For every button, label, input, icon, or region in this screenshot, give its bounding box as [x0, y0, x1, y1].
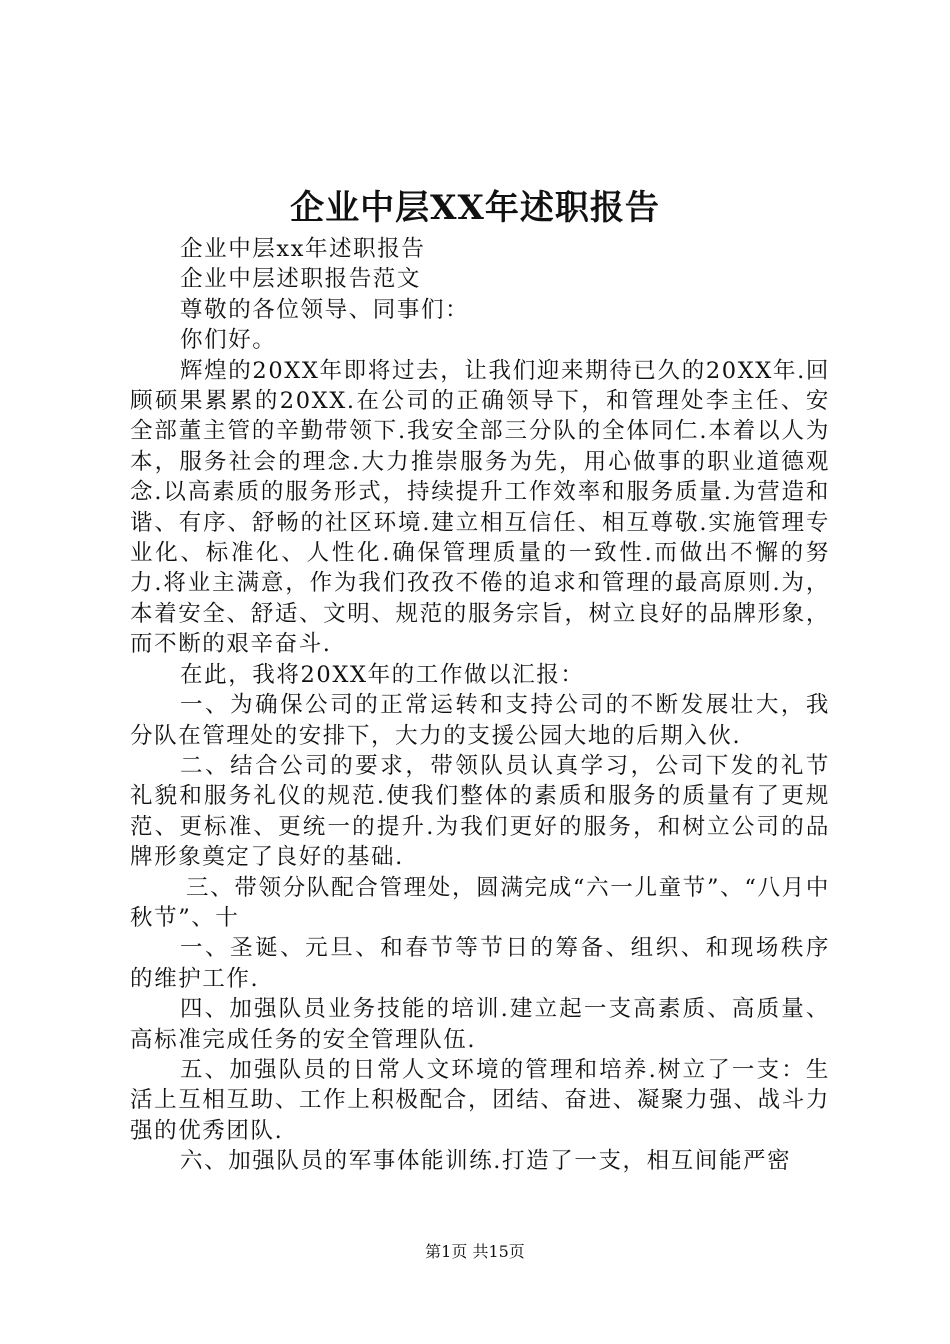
paragraph-item-3: 三、带领分队配合管理处，圆满完成“六一儿童节”、“八月中秋节”、十: [130, 874, 830, 931]
paragraph-item-5: 五、加强队员的日常人文环境的管理和培养.树立了一支：生活上互相互助、工作上积极配合，团结、奋进、凝聚力强、战斗力强的优秀团队.: [130, 1056, 830, 1144]
paragraph-salutation: 尊敬的各位领导、同事们：: [180, 296, 470, 323]
paragraph-item-2: 二、结合公司的要求，带领队员认真学习，公司下发的礼节礼貌和服务礼仪的规范.使我们整体的素质和服务的质量有了更规范、更标准、更统一的提升.为我们更好的服务，和树立公司的品牌形象奠定了良好的基础.: [130, 752, 830, 871]
paragraph-greeting: 你们好。: [180, 327, 277, 354]
document-title: 企业中层XX年述职报告: [290, 188, 660, 228]
paragraph-item-3-cont: 一、圣诞、元旦、和春节等节日的筹备、组织、和现场秩序的维护工作.: [130, 935, 830, 992]
document-body: [130, 234, 830, 1177]
paragraph-subtitle: 企业中层xx年述职报告: [180, 236, 426, 262]
paragraph-report-lead: 在此，我将20XX年的工作做以汇报：: [180, 661, 585, 688]
paragraph-item-1: 一、为确保公司的正常运转和支持公司的不断发展壮大，我分队在管理处的安排下，大力的支援公园大地的后期入伙.: [130, 692, 830, 749]
paragraph-item-6: 六、加强队员的军事体能训练.打造了一支，相互间能严密: [180, 1148, 792, 1175]
paragraph-intro: 辉煌的20XX年即将过去，让我们迎来期待已久的20XX年.回顾硕果累累的20XX.在公司的正确领导下，和管理处李主任、安全部董主管的辛勤带领下.我安全部三分队的全体同仁.本着以人为本，服务社会的理念.大力推崇服务为先，用心做事的职业道德观念.以高素质的服务形式，持续提升工作效率和服务质量.为营造和谐、有序、舒畅的社区环境.建立相互信任、相互尊敬.实施管理专业化、标准化、人性化.确保管理质量的一致性.而做出不懈的努力.将业主满意，作为我们孜孜不倦的追求和管理的最高原则.为，本着安全、舒适、文明、规范的服务宗旨，树立良好的品牌形象，而不断的艰辛奋斗.: [130, 357, 830, 658]
paragraph-subtitle-2: 企业中层述职报告范文: [180, 266, 422, 293]
paragraph-item-4: 四、加强队员业务技能的培训.建立起一支高素质、高质量、高标准完成任务的安全管理队伍.: [130, 996, 830, 1053]
page-footer: 第1页 共15页: [425, 1242, 525, 1261]
